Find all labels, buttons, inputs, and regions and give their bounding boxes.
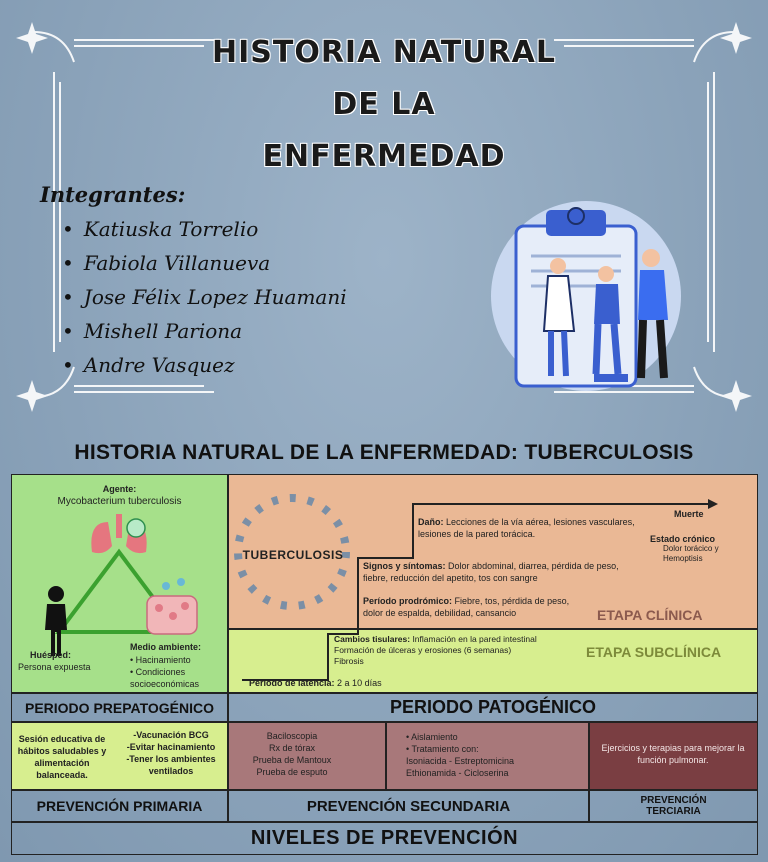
member-item: • Katiuska Torrelio: [62, 214, 347, 248]
environment-item: • Condiciones socioeconómicas: [130, 667, 200, 689]
pathogenic-period: PERIODO PATOGÉNICO: [228, 693, 758, 722]
medical-team-illustration: [486, 196, 696, 404]
tuberculosis-logo: TUBERCULOSIS: [242, 548, 344, 562]
damage-text: Daño: Lecciones de la vía aérea, lesiones vasculares, lesiones de la pared torácica.: [418, 517, 635, 539]
tissue-text: Cambios tisulares: Inflamación en la pared intestinal Formación de úlceras y erosiones (6 semanas) Fibrosis: [334, 634, 537, 666]
signs-text: Signos y síntomas: Dolor abdominal, diarrea, pérdida de peso, fiebre, reducción del apetito, tos con sangre: [363, 561, 619, 583]
member-item: • Fabiola Villanueva: [62, 248, 347, 282]
clinical-stage-label: ETAPA CLÍNICA: [597, 607, 703, 623]
chronic-label: Estado crónico: [650, 534, 716, 544]
secondary-treatment-text: • Aislamiento • Tratamiento con: Isoniacida - Estreptomicina Ethionamida - Cicloserina: [406, 732, 515, 778]
primary-right-text: -Vacunación BCG -Evitar hacinamiento -Tener los ambientes ventilados: [126, 730, 216, 776]
agent-value: Mycobacterium tuberculosis: [57, 496, 182, 507]
tertiary-prevention-label: PREVENCIÓN TERCIARIA: [589, 790, 758, 822]
secondary-tests-text: Baciloscopia Rx de tórax Prueba de Mantoux Prueba de esputo: [252, 731, 332, 777]
host-value: Persona expuesta: [18, 662, 91, 672]
death-label: Muerte: [674, 509, 704, 519]
prepathogenic-period: PERIODO PREPATOGÉNICO: [11, 693, 228, 722]
members-heading: Integrantes:: [40, 182, 186, 207]
title-line-3: ENFERMEDAD: [262, 139, 506, 174]
member-item: • Mishell Pariona: [62, 316, 347, 350]
environment-item: • Hacinamiento: [130, 655, 191, 665]
chronic-value: Dolor torácico y Hemoptisis: [663, 544, 719, 563]
members-list: [62, 214, 347, 384]
secondary-prevention-label: PREVENCIÓN SECUNDARIA: [228, 790, 589, 822]
diagram-heading: HISTORIA NATURAL DE LA ENFERMEDAD: TUBERCULOSIS: [74, 441, 694, 464]
title-line-2: DE LA: [332, 87, 436, 122]
host-label: Huésped:: [30, 650, 72, 660]
title-line-1: HISTORIA NATURAL: [211, 35, 557, 70]
environment-label: Medio ambiente:: [130, 642, 202, 652]
member-item: • Andre Vasquez: [62, 350, 347, 384]
tertiary-text: Ejercicios y terapias para mejorar la función pulmonar.: [601, 743, 745, 765]
agent-label: Agente:: [102, 484, 137, 494]
member-item: • Jose Félix Lopez Huamani: [62, 282, 347, 316]
subclinical-stage-label: ETAPA SUBCLÍNICA: [586, 644, 722, 660]
prevention-levels-bar: NIVELES DE PREVENCIÓN: [11, 822, 758, 855]
primary-left-text: Sesión educativa de hábitos saludables y alimentación balanceada.: [17, 734, 107, 780]
prodrome-text: Período prodrómico: Fiebre, tos, pérdida de peso, dolor de espalda, debilidad, cansancio: [363, 596, 570, 618]
latency-text: Período de latencia: 2 a 10 días: [249, 678, 382, 688]
primary-prevention-label: PREVENCIÓN PRIMARIA: [11, 790, 228, 822]
